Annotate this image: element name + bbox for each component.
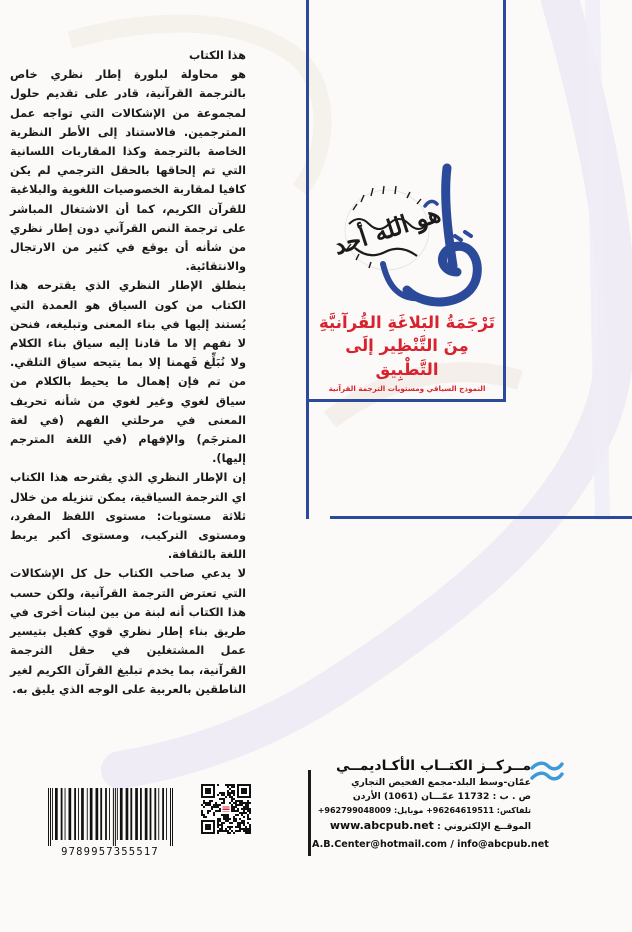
qr-module <box>243 824 245 826</box>
qr-module <box>219 810 221 812</box>
qr-module <box>241 804 243 806</box>
qr-module <box>245 804 247 806</box>
qr-module <box>245 806 247 808</box>
qr-module <box>223 830 225 832</box>
qr-module <box>217 824 219 826</box>
qr-module <box>245 812 247 814</box>
publisher-website-row <box>313 818 531 834</box>
barcode-bar <box>140 788 142 840</box>
qr-module <box>235 800 237 802</box>
website-link[interactable]: www.abcpub.net <box>329 819 434 832</box>
qr-module <box>211 800 213 802</box>
qr-module <box>233 806 235 808</box>
qr-module <box>249 832 251 834</box>
qr-module <box>225 796 227 798</box>
website-label: الموقــع الإلكتروني : <box>437 821 531 832</box>
qr-module <box>219 804 221 806</box>
blurb-paragraph: ينطلق الإطار النظري الذي يقترحه هذا الكتاب من كون السياق هو العمدة التي يُستند إليها في بناء المعنى وتبليغه، فنحن لا نفهم إلا ما قادنا إليه سياق بناء الكلام ولا نُبَلِّغ فَهمنا إلا بما يتيحه سياق التلقي. من تم فإن إهمال ما يحيط بالكلام من سياق لغوي وغير لغوي من شأنه تحريف المعنى في مرحلتي الفهم (في لغة المترجَم) والإفهام (في اللغة المترجم إليها). <box>10 279 246 466</box>
qr-module <box>227 832 229 834</box>
qr-module <box>231 792 233 794</box>
barcode-bar <box>96 788 99 840</box>
qr-module <box>231 810 233 812</box>
qr-module <box>249 830 251 832</box>
qr-module <box>211 806 213 808</box>
qr-module <box>237 822 239 824</box>
qr-module <box>243 810 245 812</box>
qr-module <box>231 804 233 806</box>
qr-module <box>225 784 227 786</box>
qr-module <box>245 808 247 810</box>
qr-module <box>221 828 223 830</box>
qr-module <box>249 818 251 820</box>
qr-module <box>243 828 245 830</box>
qr-module <box>221 814 223 816</box>
qr-module <box>221 822 223 824</box>
qr-module <box>237 830 239 832</box>
qr-module <box>233 792 235 794</box>
barcode-bar <box>78 788 79 840</box>
barcode-bar <box>61 788 63 840</box>
qr-module <box>217 832 219 834</box>
qr-module <box>233 810 235 812</box>
qr-module <box>243 816 245 818</box>
qr-module <box>207 802 209 804</box>
publisher-phones: تلفاكس: 96264619511+ موبايل: 962799048009+ <box>317 806 531 815</box>
qr-module <box>231 808 233 810</box>
qr-module <box>235 820 237 822</box>
qr-module <box>247 816 249 818</box>
qr-module <box>213 814 215 816</box>
qr-module <box>229 792 231 794</box>
qr-module <box>247 806 249 808</box>
barcode-bar <box>170 788 171 846</box>
qr-module <box>239 822 241 824</box>
qr-module <box>247 808 249 810</box>
qr-module <box>239 824 241 826</box>
qr-module <box>217 822 219 824</box>
qr-module <box>229 818 231 820</box>
qr-module <box>247 810 249 812</box>
qr-module <box>227 814 229 816</box>
qr-module <box>231 800 233 802</box>
qr-module <box>221 794 223 796</box>
qr-module <box>245 826 247 828</box>
qr-logo-mark <box>223 806 230 807</box>
qr-module <box>243 808 245 810</box>
qr-module <box>235 814 237 816</box>
frame-line-right <box>503 0 506 402</box>
qr-module <box>237 814 239 816</box>
qr-module <box>225 814 227 816</box>
qr-module <box>237 804 239 806</box>
qr-module <box>229 794 231 796</box>
qr-module <box>239 800 241 802</box>
qr-module <box>201 810 203 812</box>
qr-module <box>221 824 223 826</box>
calligraphy-roundel <box>329 186 444 272</box>
qr-module <box>237 800 239 802</box>
barcode-bar <box>81 788 84 840</box>
qr-module <box>229 784 231 786</box>
qr-module <box>229 822 231 824</box>
qr-module <box>233 808 235 810</box>
qr-module <box>209 802 211 804</box>
qr-module <box>221 826 223 828</box>
qr-module <box>249 810 251 812</box>
qr-module <box>203 816 205 818</box>
qr-module <box>243 822 245 824</box>
qr-logo-mark <box>223 811 230 812</box>
qr-module <box>203 814 205 816</box>
qr-module <box>227 786 229 788</box>
qr-module <box>237 826 239 828</box>
qr-module <box>217 810 219 812</box>
qr-module <box>235 826 237 828</box>
qr-module <box>219 830 221 832</box>
qr-module <box>207 810 209 812</box>
qr-module <box>201 814 203 816</box>
qr-module <box>247 800 249 802</box>
qr-module <box>249 824 251 826</box>
barcode-bar <box>166 788 167 840</box>
book-title-line2: مِنَ التَّنْظِير إلَى التَّطْبِيق <box>345 336 469 379</box>
qr-module <box>211 808 213 810</box>
qr-module <box>249 826 251 828</box>
barcode-bar <box>150 788 152 840</box>
qr-module <box>237 808 239 810</box>
qr-module <box>239 828 241 830</box>
qr-module <box>221 798 223 800</box>
qr-module <box>217 820 219 822</box>
barcode-bar <box>120 788 123 840</box>
qr-module <box>225 820 227 822</box>
qr-module <box>217 806 219 808</box>
qr-module <box>215 806 217 808</box>
qr-module <box>209 800 211 802</box>
qr-module <box>219 808 221 810</box>
qr-module <box>241 828 243 830</box>
qr-module <box>241 812 243 814</box>
qr-module <box>243 802 245 804</box>
qr-module <box>235 818 237 820</box>
qr-module <box>217 784 219 786</box>
qr-module <box>231 790 233 792</box>
qr-module <box>239 826 241 828</box>
barcode-bar <box>100 788 102 840</box>
qr-module <box>231 796 233 798</box>
qr-module <box>225 816 227 818</box>
barcode-bar <box>154 788 156 840</box>
qr-module <box>213 804 215 806</box>
qr-module <box>227 816 229 818</box>
qr-module <box>223 814 225 816</box>
qr-module <box>221 830 223 832</box>
qr-module <box>231 826 233 828</box>
qr-module <box>217 830 219 832</box>
qr-module <box>223 818 225 820</box>
blurb-paragraph: هو محاولة لبلورة إطار نظري خاص بالترجمة القرآنية، قادر على تقديم حلول لمجموعة من الإشكالات التي تواجه عمل المترجمين. فالاستناد إلى الأطر النظرية الخاصة بالترجمة وكذا المقاربات اللسانية التي تم إلحاقها بالحقل الترجمي لم يكن كافيا لمقاربة الخصوصيات اللغوية والبلاغية للقرآن الكريم، كما أن الاشتغال المباشر على ترجمة النص القرآني دون إطار نظري من شأنه أن يوقع في كثير من الارتجال والانتقائية. <box>10 68 246 274</box>
qr-module <box>235 810 237 812</box>
qr-module <box>213 806 215 808</box>
qr-module <box>229 788 231 790</box>
qr-module <box>243 806 245 808</box>
qr-module <box>223 794 225 796</box>
barcode-bar <box>50 788 51 846</box>
qr-finder-core <box>205 788 211 794</box>
qr-module <box>239 804 241 806</box>
barcode-bar <box>172 788 173 846</box>
qr-module <box>233 818 235 820</box>
qr-module <box>233 802 235 804</box>
qr-module <box>243 830 245 832</box>
qr-module <box>219 820 221 822</box>
qr-module <box>223 822 225 824</box>
qr-module <box>215 810 217 812</box>
qr-module <box>227 830 229 832</box>
barcode-bar <box>145 788 148 840</box>
qr-module <box>245 832 247 834</box>
qr-module <box>235 830 237 832</box>
roundel-text: هو الله أحد <box>329 198 444 261</box>
qr-module <box>205 804 207 806</box>
barcode-bar <box>109 788 110 840</box>
qr-module <box>249 812 251 814</box>
qr-module <box>241 808 243 810</box>
qr-module <box>231 786 233 788</box>
qr-module <box>219 792 221 794</box>
qr-module <box>235 802 237 804</box>
qr-module <box>231 798 233 800</box>
qr-module <box>223 792 225 794</box>
qr-module <box>249 802 251 804</box>
qr-module <box>227 818 229 820</box>
book-subtitle: النموذج السياقي ومستويات الترجمة القرآنية <box>328 384 486 393</box>
back-cover-blurb <box>10 46 246 699</box>
barcode-icon <box>44 788 176 846</box>
qr-module <box>207 804 209 806</box>
qr-module <box>247 814 249 816</box>
qr-module <box>245 802 247 804</box>
qr-module <box>243 820 245 822</box>
qr-finder-core <box>241 788 247 794</box>
publisher-address: عمّان-وسط البلد-مجمع الفحيص التجاري <box>351 777 531 788</box>
barcode-bar <box>162 788 164 840</box>
qr-module <box>233 798 235 800</box>
blurb-paragraph: لا يدعي صاحب الكتاب حل كل الإشكالات التي تعترض الترجمة القرآنية، ولكن حسب هذا الكتاب أنه لبنة من بين لبنات أخرى في طريق بناء إطار نظري قوي كفيل بتيسير عمل المشتغلين في حقل الترجمة القرآنية، بما يخدم تبليغ القرآن الكريم لغير الناطقين بالعربية على الوجه الذي يليق به. <box>10 567 246 696</box>
barcode-bar <box>105 788 107 840</box>
qr-module <box>203 806 205 808</box>
barcode-bar <box>158 788 159 840</box>
barcode-bar <box>52 788 53 840</box>
qr-module <box>223 816 225 818</box>
qr-module <box>217 826 219 828</box>
qr-module <box>235 806 237 808</box>
qr-module <box>207 812 209 814</box>
qr-module <box>249 808 251 810</box>
qr-module <box>227 794 229 796</box>
barcode-bar <box>74 788 76 840</box>
qr-module <box>233 784 235 786</box>
publisher-info <box>313 756 531 834</box>
qr-module <box>241 800 243 802</box>
qr-module <box>227 784 229 786</box>
qr-module <box>247 822 249 824</box>
qr-module <box>233 794 235 796</box>
publisher-divider <box>308 770 311 856</box>
wave-logo-icon <box>530 760 564 782</box>
qr-module <box>213 812 215 814</box>
publisher-pobox: ص . ب : 11732 عمّـــان (1061) الأردن <box>352 791 531 802</box>
qr-module <box>225 828 227 830</box>
qr-module <box>215 804 217 806</box>
barcode-bar <box>113 788 114 846</box>
qr-module <box>239 818 241 820</box>
qr-module <box>215 802 217 804</box>
isbn-number: 9789957355517 <box>61 846 159 858</box>
qr-module <box>243 812 245 814</box>
qr-module <box>227 792 229 794</box>
qr-module <box>209 804 211 806</box>
barcode-bar <box>90 788 93 840</box>
qr-module <box>231 830 233 832</box>
qr-module <box>247 830 249 832</box>
qr-module <box>247 804 249 806</box>
qr-module <box>233 790 235 792</box>
qr-module <box>241 814 243 816</box>
qr-module <box>229 826 231 828</box>
qr-module <box>219 824 221 826</box>
qr-module <box>203 802 205 804</box>
qr-module <box>203 800 205 802</box>
qr-module <box>225 830 227 832</box>
qr-module <box>227 820 229 822</box>
qr-module <box>245 830 247 832</box>
qr-module <box>231 784 233 786</box>
qr-module <box>209 810 211 812</box>
qr-module <box>247 802 249 804</box>
qr-module <box>233 832 235 834</box>
frame-line-bottom <box>330 516 632 519</box>
qr-module <box>221 802 223 804</box>
barcode-bar <box>135 788 138 840</box>
qr-module <box>229 796 231 798</box>
qr-module <box>231 822 233 824</box>
blurb-heading: هذا الكتاب <box>188 49 246 62</box>
book-title-block <box>312 312 502 395</box>
qr-module <box>219 798 221 800</box>
qr-module <box>225 818 227 820</box>
qr-module <box>221 792 223 794</box>
frame-line-middle <box>306 399 506 402</box>
barcode-bar <box>115 788 116 846</box>
qr-module <box>241 820 243 822</box>
barcode-bar <box>117 788 118 840</box>
qr-module <box>231 806 233 808</box>
publisher-name: مــركــز الكتــاب الأكـاديمــي <box>336 758 531 774</box>
qr-module <box>223 798 225 800</box>
qr-code-icon[interactable] <box>201 784 251 834</box>
qr-module <box>205 802 207 804</box>
qr-module <box>223 802 225 804</box>
frame-line-left <box>306 0 309 519</box>
qr-module <box>247 818 249 820</box>
qr-module <box>233 820 235 822</box>
qr-module <box>227 826 229 828</box>
qr-module <box>249 828 251 830</box>
barcode-bar <box>48 788 49 846</box>
qr-module <box>245 828 247 830</box>
qr-module <box>239 830 241 832</box>
qr-module <box>239 812 241 814</box>
barcode-bar <box>87 788 88 840</box>
qr-module <box>217 804 219 806</box>
qr-module <box>205 816 207 818</box>
book-title-line1: تَرْجَمَةُ البَلاغَةِ القُرآنيَّةِ <box>319 313 495 332</box>
qr-module <box>227 790 229 792</box>
qr-module <box>217 818 219 820</box>
barcode-bar <box>69 788 72 840</box>
qr-module <box>229 828 231 830</box>
qr-module <box>201 812 203 814</box>
qr-module <box>241 822 243 824</box>
publisher-email[interactable]: A.B.Center@hotmail.com / info@abcpub.net <box>312 839 549 850</box>
qr-module <box>229 832 231 834</box>
barcode-bar <box>55 788 58 840</box>
qr-module <box>241 802 243 804</box>
qr-module <box>229 802 231 804</box>
qr-module <box>201 804 203 806</box>
qr-module <box>217 794 219 796</box>
blurb-paragraph: إن الإطار النظري الذي يقترحه هذا الكتاب اي الترجمة السياقية، يمكن تنزيله من خلال ثلاثة مستويات: مستوى اللفظ المفرد، ومستوى التركيب، ومستوى أكبر يربط اللغة بالثقافة. <box>10 471 246 562</box>
qr-module <box>233 786 235 788</box>
barcode-bar <box>126 788 129 840</box>
qr-module <box>247 832 249 834</box>
qr-module <box>237 824 239 826</box>
qr-module <box>239 802 241 804</box>
qr-module <box>235 804 237 806</box>
qr-module <box>219 828 221 830</box>
qr-finder-core <box>205 824 211 830</box>
qr-module <box>223 800 225 802</box>
qr-module <box>219 818 221 820</box>
barcode-bar <box>65 788 66 840</box>
qr-logo-mark <box>223 809 230 810</box>
qr-module <box>237 810 239 812</box>
qr-module <box>247 828 249 830</box>
qr-module <box>233 816 235 818</box>
calligraphy-qul-huwa-allahu-ahad-icon <box>325 140 495 310</box>
barcode-bar <box>130 788 132 840</box>
